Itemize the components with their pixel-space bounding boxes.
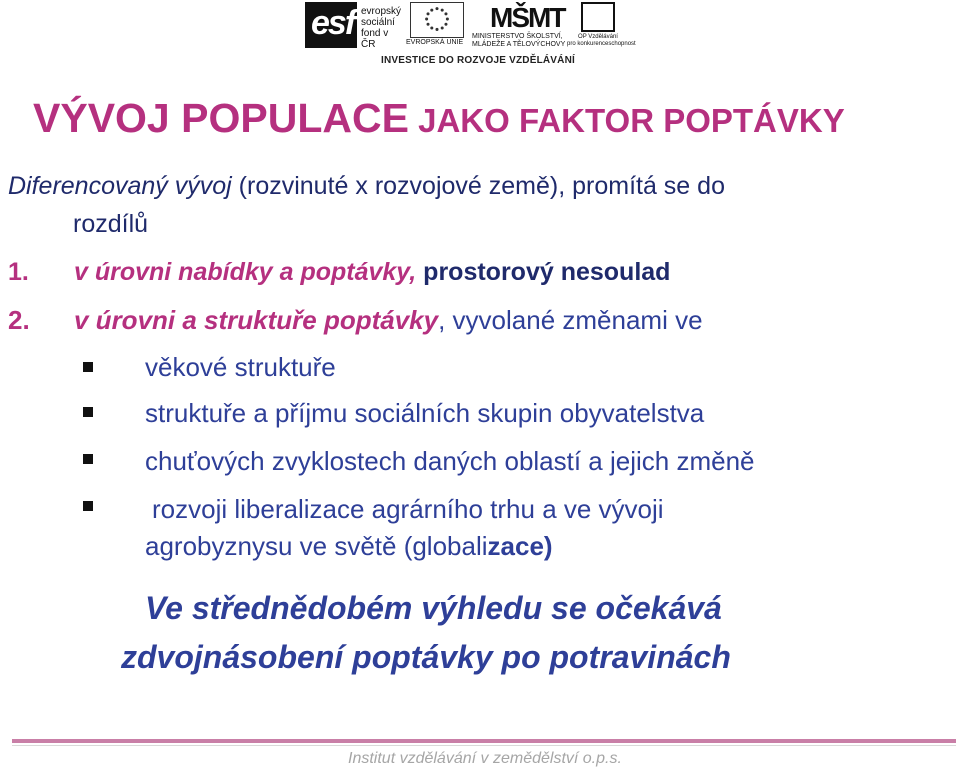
logo-bar: [0, 0, 960, 75]
msmt-logo: MŠMT MINISTERSTVO ŠKOLSTVÍ, MLÁDEŽE A TĚLOVÝCHOVY: [472, 2, 566, 48]
bullet-square-icon: [83, 362, 93, 372]
intro-line: Diferencovaný vývoj (rozvinuté x rozvojové země), promítá se do: [8, 172, 725, 200]
op-vk-logo: OP Vzdělávání pro konkurenceschopnost: [567, 2, 637, 50]
slide-title: VÝVOJ POPULACE JAKO FAKTOR POPTÁVKY: [33, 95, 845, 141]
intro-line-cont: rozdílů: [73, 210, 149, 238]
bullet-item: rozvoji liberalizace agrárního trhu a ve vývoji: [152, 494, 664, 524]
esf-logo: esf evropský sociální fond v ČR: [305, 2, 405, 50]
bullet-square-icon: [83, 501, 93, 511]
bullet-item: věkové struktuře: [145, 352, 336, 382]
point-2: 2. v úrovni a struktuře poptávky, vyvolané změnami ve: [8, 305, 703, 335]
bullet-item-cont: agrobyznysu ve světě (globalizace): [145, 531, 553, 561]
eu-flag-logo: EVROPSKÁ UNIE: [406, 2, 464, 50]
eu-stars-icon: [410, 2, 464, 38]
footer-divider-thin: [12, 745, 956, 746]
footer-text: Institut vzdělávání v zemědělství o.p.s.: [348, 750, 622, 767]
op-frame-icon: [581, 2, 615, 32]
investice-tagline: INVESTICE DO ROZVOJE VZDĚLÁVÁNÍ: [381, 55, 576, 66]
bullet-square-icon: [83, 407, 93, 417]
bullet-item: chuťových zvyklostech daných oblastí a jejich změně: [145, 446, 755, 476]
footer-divider: [12, 739, 956, 743]
bullet-item: struktuře a příjmu sociálních skupin obyvatelstva: [145, 398, 705, 428]
bullet-square-icon: [83, 454, 93, 464]
conclusion-line-2: zdvojnásobení poptávky po potravinách: [121, 639, 731, 675]
point-1: 1. v úrovni nabídky a poptávky, prostorový nesoulad: [8, 258, 671, 286]
conclusion-line-1: Ve střednědobém výhledu se očekává: [145, 590, 722, 626]
